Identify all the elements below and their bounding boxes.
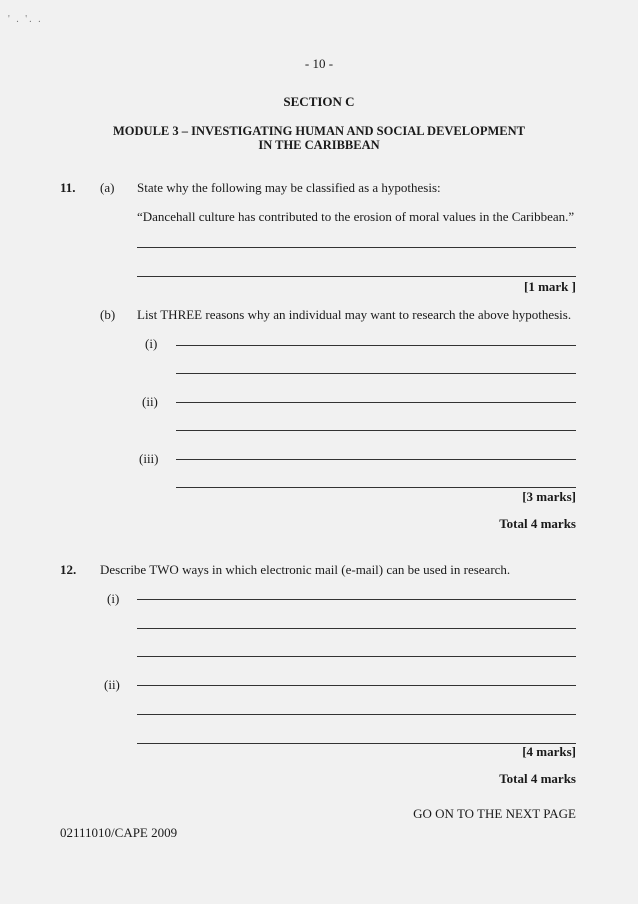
q11a-answer-line-2[interactable] [137,276,576,277]
q11a-quote: “Dancehall culture has contributed to the erosion of moral values in the Caribbean.” [137,209,575,224]
q11b-label: (b) [100,307,116,322]
q12-item-ii-line-1[interactable] [137,685,576,686]
q11a-marks: [1 mark ] [524,279,576,294]
section-title: SECTION C [283,94,355,109]
q11b-item-i-line-1[interactable] [176,345,576,346]
q11b-prompt: List THREE reasons why an individual may want to research the above hypothesis. [137,307,572,322]
q12-item-i-line-3[interactable] [137,656,576,657]
q12-prompt: Describe TWO ways in which electronic mail (e-mail) can be used in research. [100,562,511,577]
q11b-item-ii-line-2[interactable] [176,430,576,431]
q11a-label: (a) [100,180,115,195]
q12-item-i-line-1[interactable] [137,599,576,600]
q11a-prompt: State why the following may be classified as a hypothesis: [137,180,441,195]
q11b-item-iii-label: (iii) [139,451,159,466]
q12-number: 12. [60,562,77,577]
q11b-item-iii-line-2[interactable] [176,487,576,488]
q11b-item-ii-label: (ii) [142,394,158,409]
q12-item-i-line-2[interactable] [137,628,576,629]
q11b-item-i-label: (i) [145,336,158,351]
paper-code: 02111010/CAPE 2009 [60,825,178,840]
q11-number: 11. [60,180,76,195]
q12-item-ii-label: (ii) [104,677,120,692]
module-title-line2: IN THE CARIBBEAN [258,138,380,152]
q11b-item-iii-line-1[interactable] [176,459,576,460]
q11-total: Total 4 marks [499,516,576,531]
q12-total: Total 4 marks [499,771,576,786]
q11b-item-ii-line-1[interactable] [176,402,576,403]
q11a-answer-line-1[interactable] [137,247,576,248]
page-number: - 10 - [304,56,334,71]
q12-item-ii-line-2[interactable] [137,714,576,715]
q12-item-i-label: (i) [107,591,120,606]
next-page-note: GO ON TO THE NEXT PAGE [413,806,576,821]
q11b-marks: [3 marks] [522,489,576,504]
q12-item-ii-line-3[interactable] [137,743,576,744]
q12-marks: [4 marks] [522,744,576,759]
module-title-line1: MODULE 3 – INVESTIGATING HUMAN AND SOCIAL DEVELOPMENT [113,124,525,138]
corner-marks: ' . '. . [8,14,43,25]
q11b-item-i-line-2[interactable] [176,373,576,374]
